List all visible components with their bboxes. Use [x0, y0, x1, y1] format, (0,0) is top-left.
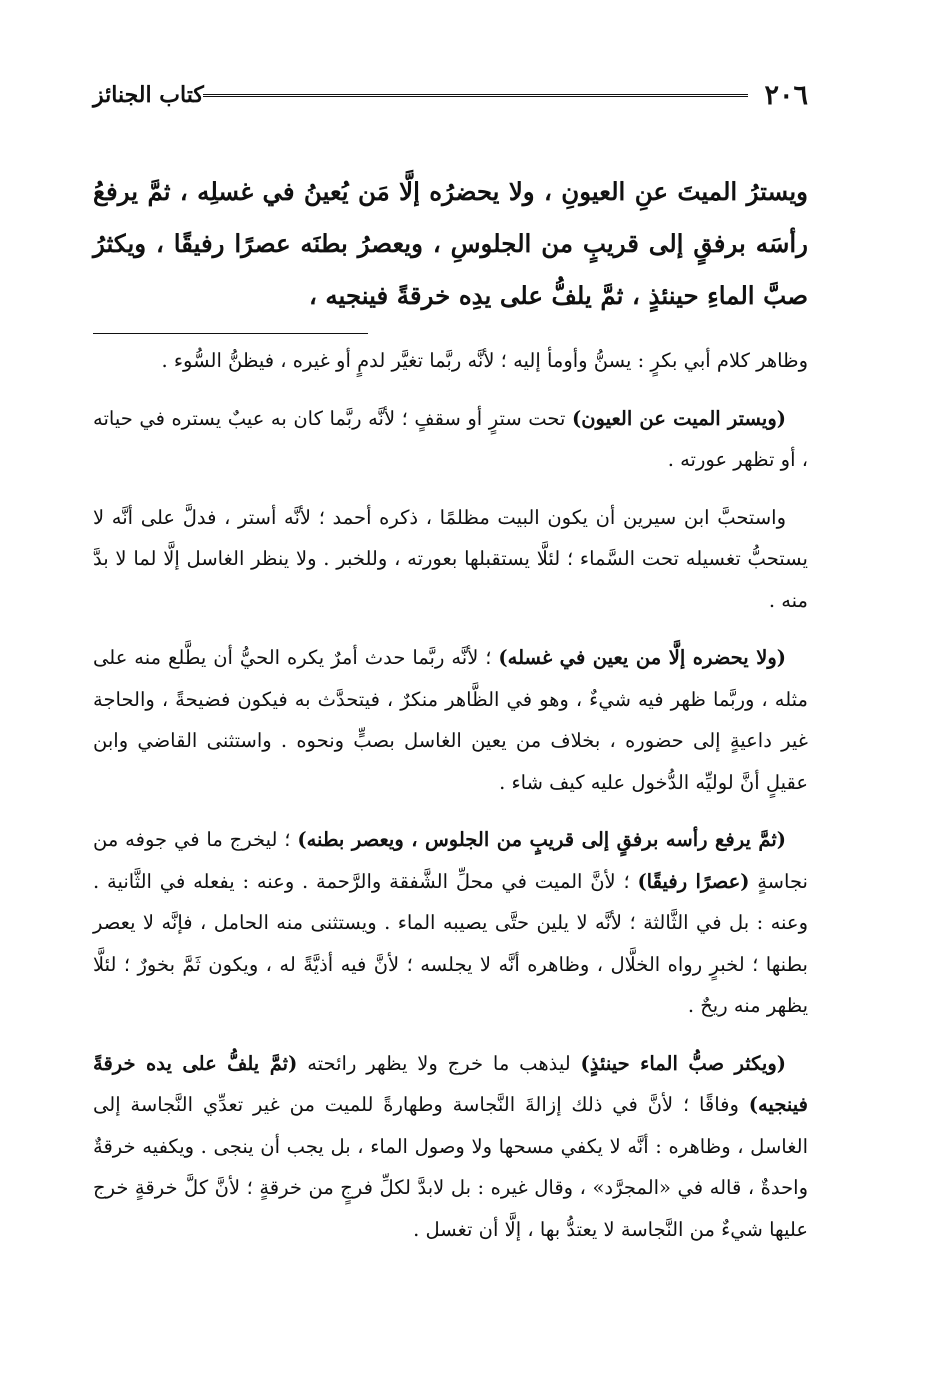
book-title: كتاب الجنائز: [93, 82, 204, 108]
matn-text: [93, 166, 808, 322]
commentary-text: تحت سترٍ أو سقفٍ ؛ لأنَّه ربَّما كان به عيبٌ يستره في حياته ، أو تظهر عورته .: [93, 406, 808, 471]
commentary-paragraph-3: واستحبَّ ابن سيرين أن يكون البيت مظلمًا ، ذكره أحمد ؛ لأنَّه أستر ، فدلَّ على أنَّه لا يستحبُّ تغسيله تحت السَّماء ؛ لئلَّا يستقبلها بعورته ، وللخبر . ولا ينظر الغاسل إلَّا لما لا بدَّ منه .: [93, 505, 808, 612]
commentary: [93, 340, 808, 1266]
commentary-text: ؛ لأنَّه ربَّما حدث أمرٌ يكره الحيُّ أن يطَّلع منه على مثله ، وربَّما ظهر فيه شيءٌ ، وهو في الظَّاهر منكرٌ ، فيتحدَّث به فيكون فضيحةً ، والحاجة غير داعيةٍ إلى حضوره ، بخلاف من يعين الغاسل بصبٍّ ونحوه . واستثنى القاضي وابن عقيلٍ أنَّ لوليِّه الدُّخول عليه كيف شاء .: [93, 646, 808, 794]
commentary-paragraph-5: [93, 819, 808, 1027]
commentary-text: ؛ لأنَّ الميت في محلِّ الشَّفقة والرَّحمة . وعنه : يفعله في الثَّانية . وعنه : بل في الثَّالثة ؛ لأنَّه لا يلين حتَّى يصيبه الماء . ويستثنى منه الحامل ، فإنَّه لا يعصر بطنها ؛ لخبرٍ رواه الخلَّال ، وظاهره أنَّه لا يجلسه ؛ لأنَّ فيه أذيَّةً له ، ويكون ثَمَّ بخورٌ ؛ لئلَّا يظهر منه ريحٌ .: [93, 869, 808, 1017]
matn-quote: (عصرًا رفيقًا): [637, 869, 750, 893]
commentary-paragraph-6: [93, 1043, 808, 1251]
matn-quote: (ويكثر صبُّ الماء حينئذٍ): [580, 1051, 787, 1075]
page-number: ٢٠٦: [764, 80, 808, 111]
matn-quote: (ولا يحضره إلَّا من يعين في غسله): [498, 646, 786, 669]
matn-paragraph: ويسترُ الميتَ عنِ العيونِ ، ولا يحضرُه إلَّا مَن يُعينُ في غسلِه ، ثمَّ يرفعُ رأسَه برفقٍ إلى قريبٍ من الجلوسِ ، ويعصرُ بطنَه عصرًا رفيقًا ، ويكثرُ صبَّ الماءِ حينئذٍ ، ثمَّ يلفُّ على يدِه خرقةً فينجيه ،: [93, 177, 808, 310]
commentary-paragraph-2: [93, 398, 808, 481]
footnote-divider: [93, 333, 368, 334]
matn-quote: (ثمَّ يلفُّ على يده خرقةً فينجيه): [93, 1051, 808, 1116]
commentary-paragraph-4: [93, 637, 808, 803]
page-header: [93, 80, 808, 120]
matn-quote: (ثمَّ يرفع رأسه برفقٍ إلى قريبٍ من الجلوس ، ويعصر بطنه): [297, 828, 786, 851]
commentary-text: وفاقًا ؛ لأنَّ في ذلك إزالةَ النَّجاسة وطهارةً للميت من غير تعدِّي النَّجاسة إلى الغاسل ، وظاهره : أنَّه لا يكفي مسحها ولا وصول الماء ، بل يجب أن ينجى . ويكفيه خرقةٌ واحدةٌ ، قاله في «المجرَّد» ، وقال غيره : بل لابدَّ لكلِّ فرجٍ من خرقةٍ ؛ لأنَّ كلَّ خرقةٍ خرج عليها شيءٌ من النَّجاسة لا يعتدُّ بها ، إلَّا أن تغسل .: [93, 1093, 808, 1241]
commentary-paragraph-1: وظاهر كلام أبي بكرٍ : يسنُّ وأومأ إليه ؛ لأنَّه ربَّما تغيَّر لدمٍ أو غيره ، فيظنُّ السُّوء .: [161, 349, 808, 372]
matn-quote: (ويستر الميت عن العيون): [572, 406, 786, 430]
commentary-text: ليذهب ما خرج ولا يظهر رائحته: [297, 1051, 581, 1075]
header-rule: [203, 94, 748, 100]
commentary-text: ؛ ليخرج ما في جوفه من نجاسةٍ: [93, 828, 808, 893]
book-page: [93, 78, 808, 1318]
